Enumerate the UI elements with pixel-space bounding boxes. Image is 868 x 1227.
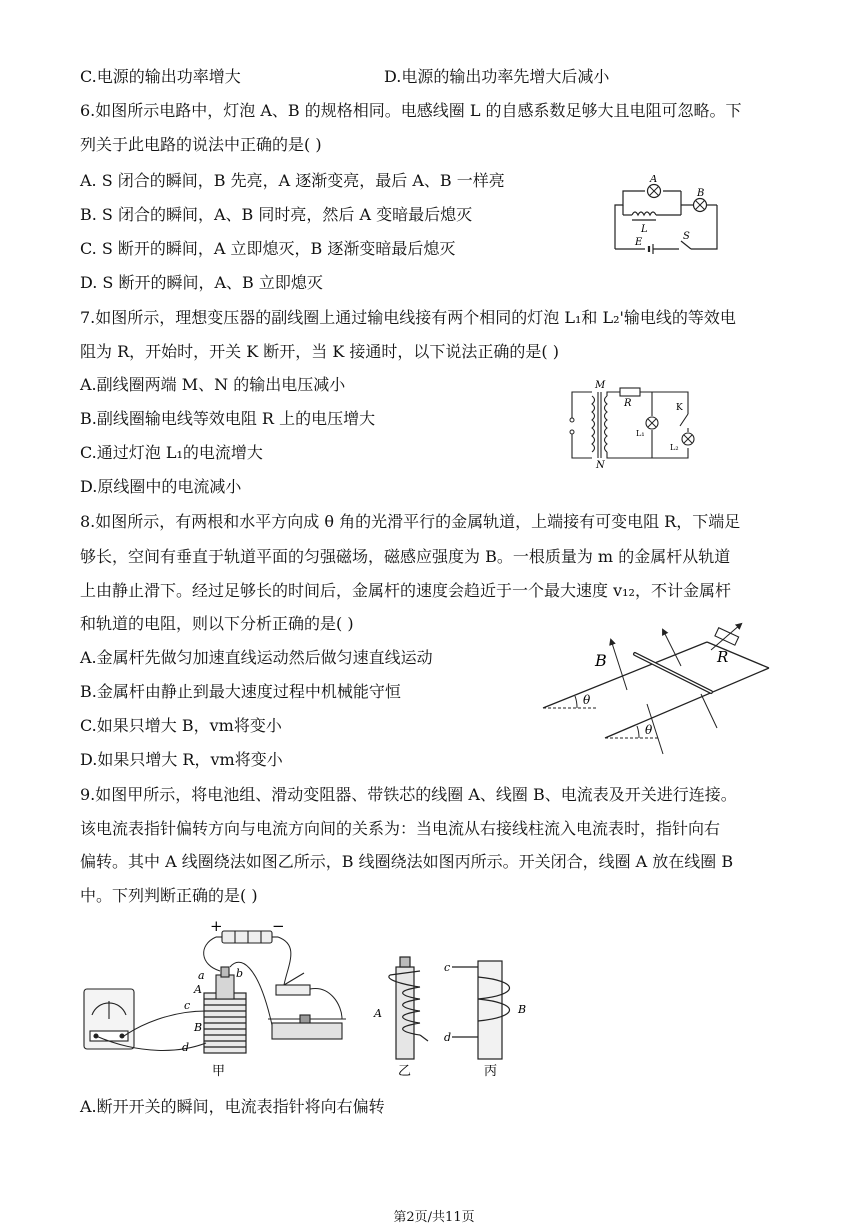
q8-stem-line3: 上由静止滑下。经过足够长的时间后，金属杆的速度会趋近于一个最大速度 v₁₂，不计金属杆 [80, 581, 731, 600]
q8-label-theta-top: θ [583, 693, 591, 707]
q8-option-c: C.如果只增大 B，vm将变小 [80, 716, 282, 735]
q6-lamp-b-icon [694, 199, 707, 212]
q8-stem-line4: 和轨道的电阻，则以下分析正确的是( ) [80, 614, 354, 633]
battery-icon [216, 931, 278, 943]
q9-label-b-lower: b [236, 967, 244, 980]
q8-label-b: B [595, 651, 607, 670]
q9-label-coil-a-yi: A [374, 1007, 382, 1020]
q6-stem-line1: 6.如图所示电路中，灯泡 A、B 的规格相同。电感线圈 L 的自感系数足够大且电阻可忽略。下 [80, 101, 742, 120]
q6-lamp-a-icon [648, 185, 661, 198]
q6-stem-line2: 列关于此电路的说法中正确的是( ) [80, 135, 322, 154]
q9-label-c-bing: c [444, 961, 451, 974]
q8-option-d: D.如果只增大 R，vm将变小 [80, 750, 283, 769]
q9-stem-line4: 中。下列判断正确的是( ) [80, 886, 258, 905]
q9-label-coil-b: B [194, 1021, 203, 1034]
q6-label-e: E [635, 237, 643, 248]
q6-label-s: S [683, 231, 690, 242]
coil-b-winding-icon [452, 961, 510, 1059]
q7-option-a: A.副线圈两端 M、N 的输出电压减小 [80, 375, 346, 394]
q8-stem-line1: 8.如图所示，有两根和水平方向成 θ 角的光滑平行的金属轨道，上端接有可变电阻 R，下端足 [80, 512, 741, 531]
q6-circuit-figure [605, 175, 725, 257]
q6-option-a: A. S 闭合的瞬间，B 先亮，A 逐渐变亮，最后 A、B 一样亮 [80, 171, 505, 190]
q9-caption-bing: 丙 [484, 1064, 498, 1079]
q7-option-c: C.通过灯泡 L₁的电流增大 [80, 443, 263, 462]
q9-label-minus: − [272, 917, 285, 935]
q9-stem-line1: 9.如图甲所示，将电池组、滑动变阻器、带铁芯的线圈 A、线圈 B、电流表及开关进行连接。 [80, 785, 737, 804]
switch-icon [276, 973, 310, 995]
q8-option-b: B.金属杆由静止到最大速度过程中机械能守恒 [80, 682, 401, 701]
q6-label-a: A [650, 175, 658, 185]
coil-a-winding-icon [389, 957, 428, 1059]
page-footer: 第2页/共11页 [393, 1210, 475, 1225]
q9-label-plus: + [210, 917, 223, 935]
q6-option-d: D. S 断开的瞬间，A、B 立即熄灭 [80, 273, 323, 292]
q9-stem-line2: 该电流表指针偏转方向与电流方向间的关系为：当电流从右接线柱流入电流表时，指针向右 [80, 819, 721, 838]
q9-label-coil-a: A [194, 983, 202, 996]
q9-option-a: A.断开开关的瞬间，电流表指针将向右偏转 [80, 1097, 385, 1116]
q7-option-d: D.原线圈中的电流减小 [80, 477, 242, 496]
q7-stem-line1: 7.如图所示，理想变压器的副线圈上通过输电线接有两个相同的灯泡 L₁和 L₂'输电线的等效电 [80, 308, 736, 327]
q7-stem-line2: 阻为 R，开始时，开关 K 断开，当 K 接通时，以下说法正确的是( ) [80, 342, 559, 361]
q6-option-b: B. S 闭合的瞬间，A、B 同时亮，然后 A 变暗最后熄灭 [80, 205, 473, 224]
q8-stem-line2: 够长，空间有垂直于轨道平面的匀强磁场，磁感应强度为 B。一根质量为 m 的金属杆从轨道 [80, 547, 731, 566]
q9-caption-yi: 乙 [398, 1064, 412, 1079]
q7-option-b: B.副线圈输电线等效电阻 R 上的电压增大 [80, 409, 376, 428]
q8-label-theta-bottom: θ [645, 723, 653, 737]
rheostat-icon [268, 1015, 346, 1039]
q7-label-k: K [676, 403, 683, 413]
q9-label-c-lower: c [184, 999, 191, 1012]
galvanometer-icon [84, 989, 134, 1049]
q6-label-b: B [697, 188, 705, 199]
q7-transformer-figure [560, 378, 705, 470]
q7-lamp-l2-icon [682, 433, 694, 445]
q8-option-a: A.金属杆先做匀加速直线运动然后做匀速直线运动 [80, 648, 433, 667]
q9-label-d-bing: d [444, 1031, 452, 1044]
q5-option-c: C.电源的输出功率增大 [80, 67, 241, 86]
q9-stem-line3: 偏转。其中 A 线圈绕法如图乙所示，B 线圈绕法如图丙所示。开关闭合，线圈 A 放在线圈 B [80, 852, 734, 871]
q8-rail-figure [535, 620, 775, 755]
coil-b-icon [204, 993, 246, 1053]
q7-lamp-l1-icon [646, 417, 658, 429]
q6-option-c: C. S 断开的瞬间，A 立即熄灭，B 逐渐变暗最后熄灭 [80, 239, 456, 258]
q9-apparatus-figure [80, 915, 550, 1083]
q7-label-r: R [624, 398, 632, 409]
q7-label-l1: L₁ [636, 429, 645, 438]
q9-label-a-lower: a [198, 969, 205, 982]
q7-label-l2: L₂ [670, 443, 679, 452]
q9-label-coil-b-bing: B [518, 1003, 527, 1016]
q5-option-d: D.电源的输出功率先增大后减小 [384, 67, 610, 86]
q6-label-l: L [641, 224, 648, 235]
q9-caption-jia: 甲 [212, 1064, 226, 1079]
q7-label-n: N [596, 460, 605, 470]
q9-label-d-lower: d [182, 1041, 190, 1054]
q8-label-r: R [717, 648, 729, 666]
coil-a-icon [216, 967, 234, 999]
q7-label-m: M [595, 380, 606, 391]
